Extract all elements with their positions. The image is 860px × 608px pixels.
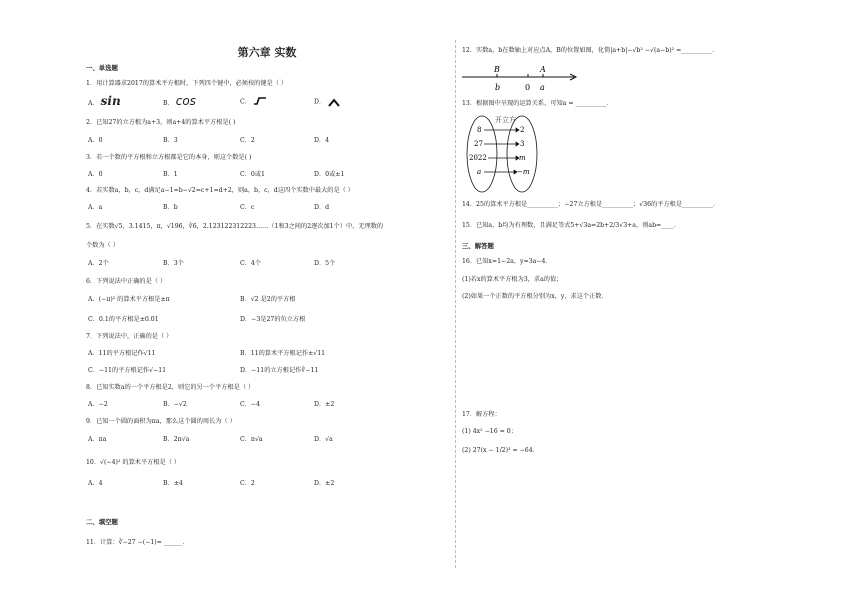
q7-option-c: C．−11的平方根记作√−11	[88, 367, 167, 374]
label-zero: 0	[525, 83, 531, 92]
q4-option-c: C．c	[240, 204, 255, 211]
page-title: 第六章 实数	[237, 46, 297, 59]
question-5: 5．在实数√5，3.1415，π，√196，∛6，2.123122312223……（1和3之间的2逐次加1个）中，无理数的	[86, 223, 384, 230]
q7-option-b: B．11的算术平方根记作±√11	[240, 350, 326, 357]
q5-option-b: B．3个	[163, 260, 184, 267]
diagram-right-2: m	[519, 154, 526, 162]
question-16-part-2: (2)如果一个正数的平方根分别为x，y，求这个正数．	[462, 293, 608, 300]
q5-option-c: C．4个	[240, 260, 262, 267]
question-16-part-1: (1)若x的算术平方根为3，求a的值；	[462, 276, 563, 283]
diagram-left-3: a	[477, 168, 482, 176]
q2-option-a: A．0	[88, 137, 103, 144]
question-4: 4．若实数a，b，c，d满足a−1=b−√2=c+1=d+2，则a，b，c，d这四个实数中最大的是（ ）	[86, 187, 354, 194]
cube-root-diagram	[462, 112, 542, 194]
q8-option-c: C．−4	[240, 401, 261, 408]
q2-option-d: D．4	[314, 137, 330, 144]
q7-option-a: A．11的平方根记作√11	[88, 350, 156, 357]
q6-option-d: D．−3是27的负立方根	[240, 316, 306, 323]
question-7: 7．下列说法中，正确的是（ ）	[86, 333, 173, 340]
diagram-right-3: −m	[517, 168, 530, 176]
q3-option-b: B．1	[163, 171, 178, 178]
diagram-left-0: 8	[477, 126, 482, 134]
q9-option-c: C．π√a	[240, 436, 263, 443]
question-16: 16．已知x=1−2a，y=3a−4．	[462, 258, 552, 265]
question-13: 13．根据图中呈现的运算关系，可知a = __________．	[462, 100, 613, 107]
q4-option-a: A．a	[88, 204, 103, 211]
section-answer: 三、解答题	[462, 242, 494, 250]
q3-option-d: D．0或±1	[314, 171, 345, 178]
q6-option-b: B．√2 是2的平方根	[240, 296, 296, 303]
question-6: 6．下列说法中正确的是（ ）	[86, 278, 167, 285]
question-1: 1．用计算器求2017的算术平方根时，下列四个键中，必须按的键是（ ）	[86, 80, 288, 87]
number-line	[460, 63, 580, 95]
q1-option-a: A． sin	[88, 94, 121, 108]
q1-option-b: B． cos	[163, 94, 196, 108]
sqrt-key-icon	[253, 97, 267, 107]
section-fill-in: 二、填空题	[86, 518, 118, 526]
q4-option-b: B．b	[163, 204, 178, 211]
diagram-right-1: 3	[520, 140, 525, 148]
diagram-left-2: 2022	[469, 154, 487, 162]
question-2: 2．已知27的立方根为a+3，则a+4的算术平方根是( )	[86, 119, 236, 126]
q5-option-a: A．2个	[88, 260, 109, 267]
diagram-left-1: 27	[474, 140, 483, 148]
question-15: 15．已知a，b均为有理数，且满足等式5+√3a=2b+2/3√3+a，则ab=____．	[462, 222, 680, 229]
question-17-part-2: (2) 27(x − 1/2)³ = −64．	[462, 447, 539, 454]
q5-option-d: D．5个	[314, 260, 336, 267]
q10-option-b: B．±4	[163, 480, 183, 487]
question-12: 12．实数a，b在数轴上对应点A，B的位置如图，化简|a+b|−√b² −√(a−b)² =__________．	[462, 47, 719, 54]
q4-option-d: D．d	[314, 204, 330, 211]
column-divider	[455, 40, 456, 568]
question-17-part-1: (1) 4x² −16 = 0；	[462, 428, 517, 435]
q3-option-a: A．0	[88, 171, 103, 178]
question-9: 9．已知一个圆的面积为πa，那么这个圆的周长为（ ）	[86, 418, 236, 425]
q9-option-a: A．πa	[88, 436, 107, 443]
q10-option-c: C．2	[240, 480, 255, 487]
q10-option-a: A．4	[88, 480, 103, 487]
question-14: 14．25的算术平方根是__________；−27立方根是__________；√36的平方根是__________．	[462, 201, 720, 208]
label-a: a	[540, 83, 545, 92]
q2-option-c: C．2	[240, 137, 255, 144]
q9-option-b: B．2π√a	[163, 436, 190, 443]
q9-option-d: D．√a	[314, 436, 333, 443]
question-3: 3．若一个数的平方根和立方根都是它的本身，则这个数是( )	[86, 154, 252, 161]
diagram-right-0: 2	[520, 126, 525, 134]
label-A: A	[540, 65, 546, 74]
question-17: 17．解方程：	[462, 411, 501, 418]
q6-option-c: C．0.1的平方根是±0.01	[88, 316, 159, 323]
q1-option-c: C．	[240, 97, 267, 107]
q10-option-d: D．±2	[314, 480, 335, 487]
q6-option-a: A．(−π)² 的算术平方根是±π	[88, 296, 170, 303]
q1-option-d: D．	[314, 97, 341, 107]
question-11: 11．计算：∛−27 −(−1)= ______．	[86, 539, 189, 546]
question-8: 8．已知实数a的一个平方根是2，则它的另一个平方根是（ ）	[86, 384, 255, 391]
label-b: b	[495, 83, 501, 92]
diagram-label: 开立方	[495, 116, 516, 124]
q7-option-d: D．−11的立方根记作∛−11	[240, 367, 319, 374]
section-single-choice: 一、单选题	[86, 64, 118, 72]
caret-key-icon	[327, 97, 341, 107]
q8-option-a: A．−2	[88, 401, 108, 408]
q2-option-b: B．3	[163, 137, 178, 144]
label-B: B	[494, 65, 500, 74]
question-10: 10．√(−4)² 的算术平方根是（ ）	[86, 459, 181, 466]
q3-option-c: C．0或1	[240, 171, 265, 178]
q8-option-d: D．±2	[314, 401, 335, 408]
question-5-cont: 个数为（ ）	[86, 242, 119, 249]
q8-option-b: B．−√2	[163, 401, 187, 408]
